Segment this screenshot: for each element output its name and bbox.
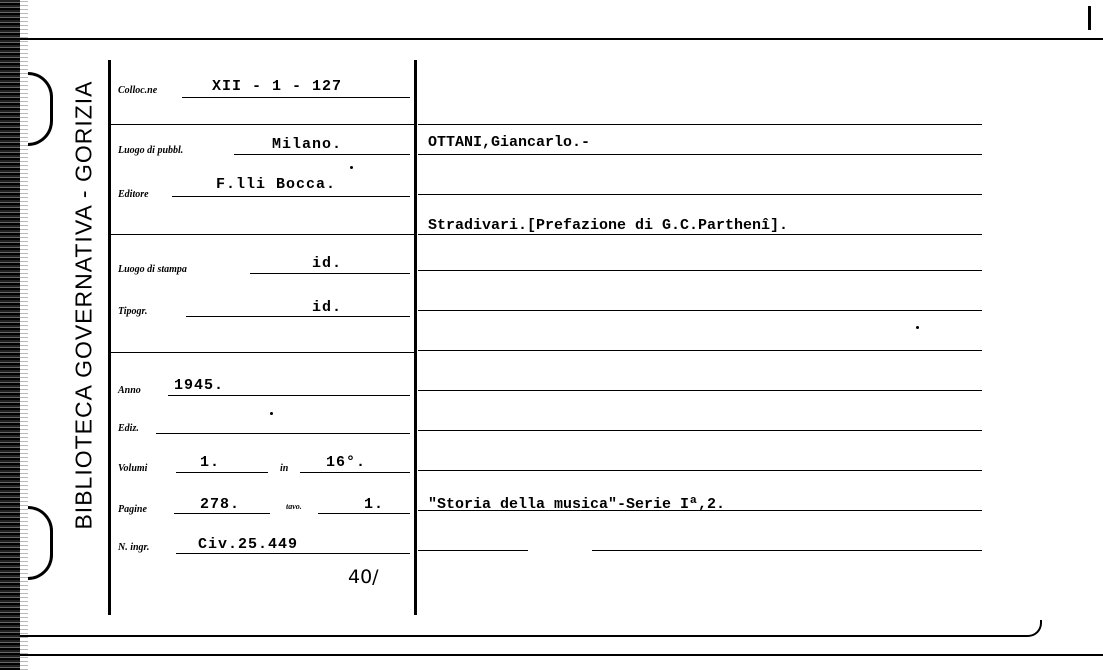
label-anno: Anno: [118, 385, 141, 396]
card-lower-edge: [20, 654, 1103, 656]
label-pagine: Pagine: [118, 504, 147, 515]
label-volumi-in: in: [280, 463, 289, 474]
rule-right-12b: [592, 550, 982, 551]
card-top-tick: [1088, 6, 1091, 30]
value-formato: 16°.: [326, 454, 367, 471]
rule-pagine: [174, 513, 270, 514]
label-tipogr: Tipogr.: [118, 306, 148, 317]
rule-formato: [300, 472, 410, 473]
rule-ediz: [156, 433, 410, 434]
entry-title: Stradivari.[Prefazione di G.C.Parthenî].: [428, 217, 789, 234]
rule-right-6: [418, 310, 982, 311]
rule-right-7: [418, 350, 982, 351]
rule-num-ingr: [176, 553, 410, 554]
rule-right-3: [418, 194, 982, 195]
value-luogo-pubbl: Milano.: [272, 136, 343, 153]
value-tipogr: id.: [312, 299, 343, 316]
rule-collocazione: [182, 97, 410, 98]
library-name-vertical: BIBLIOTECA GOVERNATIVA - GORIZIA: [70, 80, 97, 530]
left-column-rule: [108, 60, 111, 615]
rule-tavole: [318, 513, 410, 514]
card-bottom-border: [20, 620, 1042, 637]
label-num-ingr: N. ingr.: [118, 542, 150, 553]
rule-right-9: [418, 430, 982, 431]
middle-column-rule: [414, 60, 417, 615]
rule-right-12a: [418, 550, 528, 551]
value-editore: F.lli Bocca.: [216, 176, 337, 193]
value-tavole: 1.: [364, 496, 385, 513]
rule-editore: [172, 196, 410, 197]
rule-right-5: [418, 270, 982, 271]
rule-volumi: [176, 472, 268, 473]
handwritten-note: 40/: [348, 566, 379, 588]
rule-section-3: [110, 352, 414, 353]
entry-author: OTTANI,Giancarlo.-: [428, 134, 591, 151]
entry-series: "Storia della musica"-Serie Iª,2.: [428, 496, 726, 513]
scan-binding-edge: [0, 0, 20, 670]
rule-section-2: [110, 234, 414, 235]
rule-right-1: [418, 124, 982, 125]
binding-hole-bottom: [28, 506, 53, 580]
rule-right-4: [418, 234, 982, 235]
rule-tipogr: [186, 316, 410, 317]
label-collocazione: Colloc.ne: [118, 85, 158, 96]
label-volumi: Volumi: [118, 463, 148, 474]
ink-speck: [350, 166, 353, 169]
binding-hole-top: [28, 72, 53, 146]
rule-anno: [168, 395, 410, 396]
label-tavole: tavo.: [286, 502, 302, 511]
card-top-border: [20, 0, 1103, 40]
rule-luogo-pubbl: [234, 154, 410, 155]
value-pagine: 278.: [200, 496, 241, 513]
value-luogo-stampa: id.: [312, 255, 343, 272]
rule-right-2: [418, 154, 982, 155]
rule-right-8: [418, 390, 982, 391]
rule-right-10: [418, 470, 982, 471]
rule-luogo-stampa: [250, 273, 410, 274]
label-editore: Editore: [118, 189, 149, 200]
ink-speck: [916, 326, 919, 329]
rule-section-1: [110, 124, 414, 125]
scan-edge-shadow: [20, 0, 28, 670]
label-luogo-pubbl: Luogo di pubbl.: [118, 145, 184, 156]
value-collocazione: XII - 1 - 127: [212, 78, 343, 95]
label-ediz: Ediz.: [118, 423, 139, 434]
ink-speck: [270, 412, 273, 415]
value-volumi: 1.: [200, 454, 221, 471]
value-anno: 1945.: [174, 377, 225, 394]
label-luogo-stampa: Luogo di stampa: [118, 264, 187, 275]
value-num-ingr: Civ.25.449: [198, 536, 299, 553]
